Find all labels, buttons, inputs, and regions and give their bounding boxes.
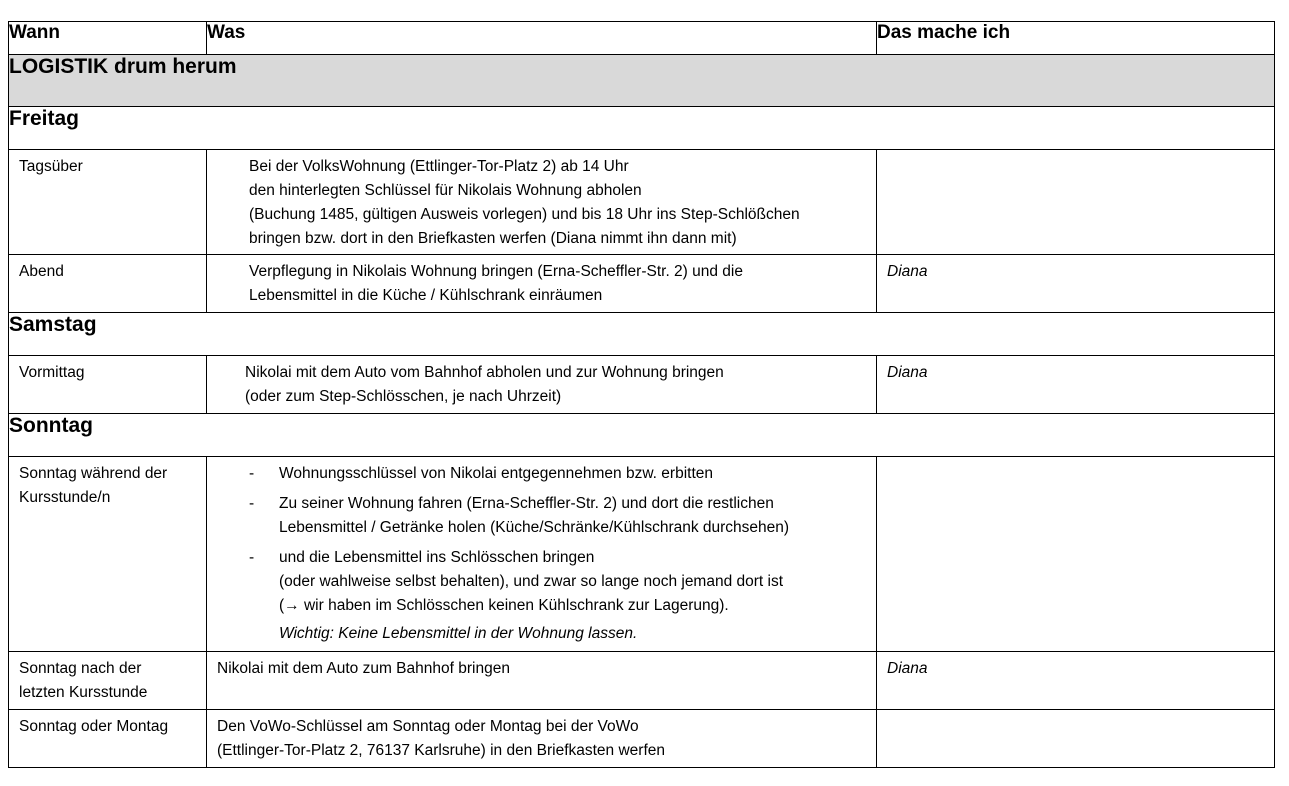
who-cell [877,457,1275,652]
when-line: Kursstunde/n [19,489,111,506]
who-cell [877,710,1275,768]
table-row [9,457,1275,652]
what-line: (oder zum Step-Schlösschen, je nach Uhrzeit) [245,388,562,405]
dash-bullet: - [249,549,255,566]
header-who: Das mache ich [877,22,1275,55]
when-cell: Vormittag [9,356,207,414]
item-line: und die Lebensmittel ins Schlösschen bringen [279,549,595,566]
what-cell [207,150,877,255]
what-cell [207,710,877,768]
table-row [9,255,1275,313]
day-row-saturday [9,313,1275,356]
important-note: Wichtig: Keine Lebensmittel in der Wohnung lassen. [279,625,638,642]
who-cell: Diana [877,255,1275,313]
section-row [9,55,1275,107]
item-line: Zu seiner Wohnung fahren (Erna-Scheffler-Str. 2) und dort die restlichen [279,495,774,512]
what-line: Lebensmittel in die Küche / Kühlschrank einräumen [249,287,603,304]
item-line: Wohnungsschlüssel von Nikolai entgegennehmen bzw. erbitten [279,465,713,482]
header-row [9,22,1275,55]
section-title: LOGISTIK drum herum [9,55,1275,107]
day-title-friday: Freitag [9,107,1275,150]
list-item [249,462,872,486]
what-line: (Ettlinger-Tor-Platz 2, 76137 Karlsruhe) in den Briefkasten werfen [217,742,665,759]
day-title-sunday: Sonntag [9,414,1275,457]
list-item [249,546,872,618]
when-cell: Sonntag oder Montag [9,710,207,768]
what-line: Verpflegung in Nikolais Wohnung bringen (Erna-Scheffler-Str. 2) und die [249,263,743,280]
item-line: (oder wahlweise selbst behalten), und zwar so lange noch jemand dort ist [279,573,784,590]
list-item [249,492,872,540]
when-line: letzten Kursstunde [19,684,148,701]
when-cell: Abend [9,255,207,313]
item-line: Lebensmittel / Getränke holen (Küche/Schränke/Kühlschrank durchsehen) [279,519,790,536]
dash-bullet: - [249,465,255,482]
logistics-table [8,21,1275,768]
header-what: Was [207,22,877,55]
who-cell: Diana [877,356,1275,414]
what-line: Den VoWo-Schlüssel am Sonntag oder Montag bei der VoWo [217,718,639,735]
who-cell [877,150,1275,255]
item-line: (→ wir haben im Schlösschen keinen Kühlschrank zur Lagerung). [279,597,729,614]
when-cell: Tagsüber [9,150,207,255]
what-line: Bei der VolksWohnung (Ettlinger-Tor-Platz 2) ab 14 Uhr [249,158,629,175]
what-line: bringen bzw. dort in den Briefkasten werfen (Diana nimmt ihn dann mit) [249,230,737,247]
when-line: Sonntag nach der [19,660,142,677]
what-cell: Nikolai mit dem Auto zum Bahnhof bringen [207,652,877,710]
what-line: (Buchung 1485, gültigen Ausweis vorlegen) und bis 18 Uhr ins Step-Schlößchen [249,206,800,223]
what-line: den hinterlegten Schlüssel für Nikolais Wohnung abholen [249,182,642,199]
when-cell [9,652,207,710]
header-when: Wann [9,22,207,55]
when-line: Sonntag während der [19,465,168,482]
task-list [207,462,872,618]
when-cell [9,457,207,652]
what-line: Nikolai mit dem Auto vom Bahnhof abholen und zur Wohnung bringen [245,364,724,381]
table-row [9,150,1275,255]
day-row-friday [9,107,1275,150]
who-cell: Diana [877,652,1275,710]
table-row [9,356,1275,414]
table-row [9,710,1275,768]
what-cell [207,255,877,313]
what-cell [207,356,877,414]
day-row-sunday [9,414,1275,457]
table-row [9,652,1275,710]
dash-bullet: - [249,495,255,512]
what-cell [207,457,877,652]
day-title-saturday: Samstag [9,313,1275,356]
